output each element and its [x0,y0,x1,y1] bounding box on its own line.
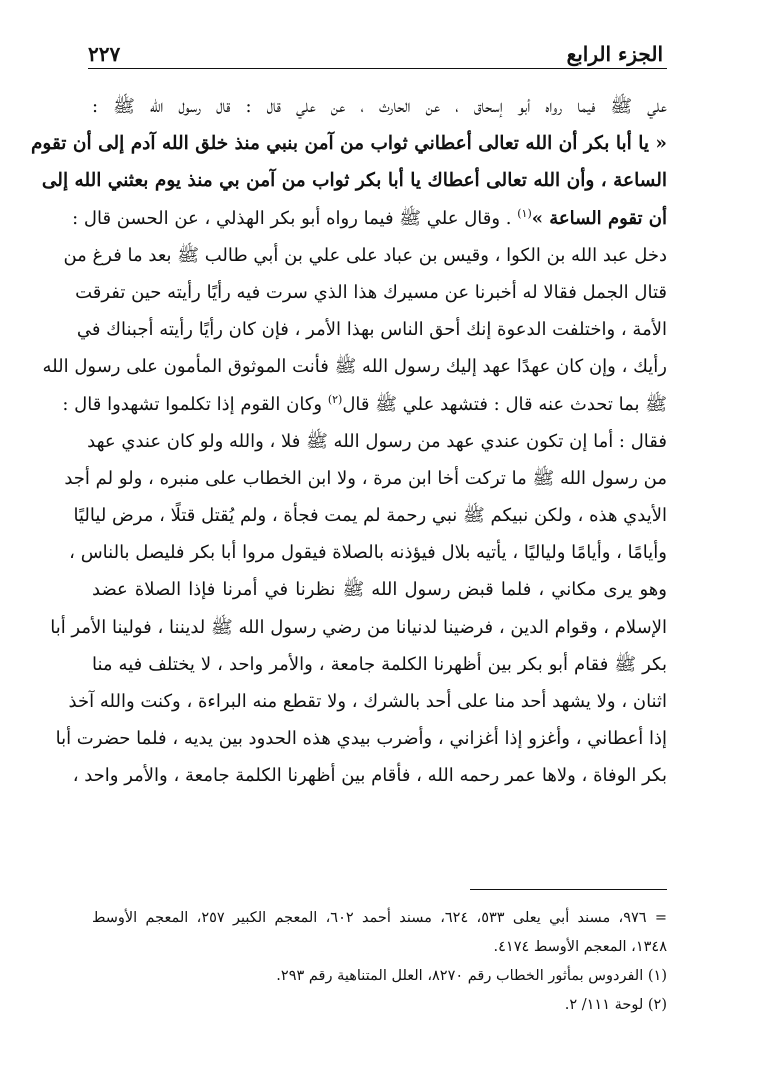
page-header [88,30,663,64]
text-line: علي ﷺ فيما رواه أبو إسحاق ، عن الحارث ، عن علي قال : قال رسول الله ﷺ : [92,96,667,117]
footnote-divider [470,889,667,890]
hadith-end: أن تقوم الساعة » [531,207,667,229]
header-divider [88,68,667,69]
text-line: الأيدي هذه ، ولكن نبيكم ﷺ نبي رحمة لم يمت فجأة ، ولم يُقتل قتلًا ، مرض لياليًا [73,505,667,527]
text-line: الأمة ، واختلفت الدعوة إنك أحق الناس بهذا الأمر ، فإن كان رأيًا رأيته أجبناك في [76,319,667,341]
text-line [62,386,667,423]
text-line [72,200,667,237]
text-line: بكر ﷺ فقام أبو بكر بين أظهرنا الكلمة جامعة ، والأمر واحد ، لا يختلف فيه منا [92,653,667,675]
footnote-continued: = ٩٧٦، مسند أبي يعلى ٥٣٣، ٦٢٤، مسند أحمد ٦٠٢، المعجم الكبير ٢٥٧، المعجم الأوسط [92,910,667,926]
footnote-2: (٢) لوحة ١١١/ ٢. [564,997,667,1013]
footnote-ref-1: (١) [517,206,532,220]
text-line-hadith: « يا أبا بكر أن الله تعالى أعطاني ثواب من آمن بنبي منذ خلق الله آدم إلى أن تقوم [30,133,667,155]
text-line: من رسول الله ﷺ ما تركت أخا ابن مرة ، ولا ابن الخطاب على منبره ، ولو لم أجد [64,467,667,489]
text-line-head: ﷺ بما تحدث عنه قال : فتشهد علي ﷺ قال [342,393,667,415]
running-title: الجزء الرابع [566,42,663,66]
text-line: رأيك ، وإن كان عهدًا عهد إليك رسول الله ﷺ فأنت الموثوق المأمون على رسول الله [42,356,667,378]
text-line: إذا أعطاني ، وأغزو إذا أغزاني ، وأضرب بيدي هذه الحدود بين يديه ، فلما حضرت أبا [55,728,667,750]
footnotes [92,904,667,1020]
text-line-tail: وكان القوم إذا تكلموا تشهدوا قال : [62,393,328,415]
text-line: قتال الجمل فقالا له أخبرنا عن مسيرك هذا الذي سرت فيه رأيًا رأيته حين تفرقت [75,281,667,303]
page-number: ٢٢٧ [88,42,121,66]
text-line: وهو يرى مكاني ، فلما قبض رسول الله ﷺ نظرنا في أمرنا فإذا الصلاة عضد [92,579,667,601]
main-text [30,88,667,795]
text-line: بكر الوفاة ، ولاها عمر رحمه الله ، فأقام بين أظهرنا الكلمة جامعة ، والأمر واحد ، [72,765,667,787]
text-line-hadith: الساعة ، وأن الله تعالى أعطاك يا أبا بكر ثواب من آمن بي منذ يوم بعثني الله إلى [41,170,667,192]
text-line: فقال : أما إن تكون عندي عهد من رسول الله ﷺ فلا ، والله ولو كان عندي عهد [87,430,667,452]
text-line: وأيامًا ، وأيامًا ولياليًا ، يأتيه بلال فيؤذنه بالصلاة فيقول مروا أبا بكر فليصل بالناس ، [69,542,667,564]
text-line: اثنان ، ولا يشهد أحد منا على أحد بالشرك ، ولا تقطع منه البراءة ، وكنت والله آخذ [68,691,667,712]
text-line: دخل عبد الله بن الكوا ، وقيس بن عباد على علي بن أبي طالب ﷺ بعد ما فرغ من [63,244,667,266]
text-line-tail: . وقال علي ﷺ فيما رواه أبو بكر الهذلي ، عن الحسن قال : [72,207,518,229]
text-line: الإسلام ، وقوام الدين ، فرضينا لدنيانا من رضي رسول الله ﷺ لديننا ، فولينا الأمر أبا [50,616,667,638]
footnote-1: (١) الفردوس بمأثور الخطاب رقم ٨٢٧٠، العلل المتناهية رقم ٢٩٣. [276,968,667,984]
footnote-ref-2: (٢) [327,392,343,406]
footnote-continued-2: ١٣٤٨، المعجم الأوسط ٤١٧٤. [493,939,667,955]
